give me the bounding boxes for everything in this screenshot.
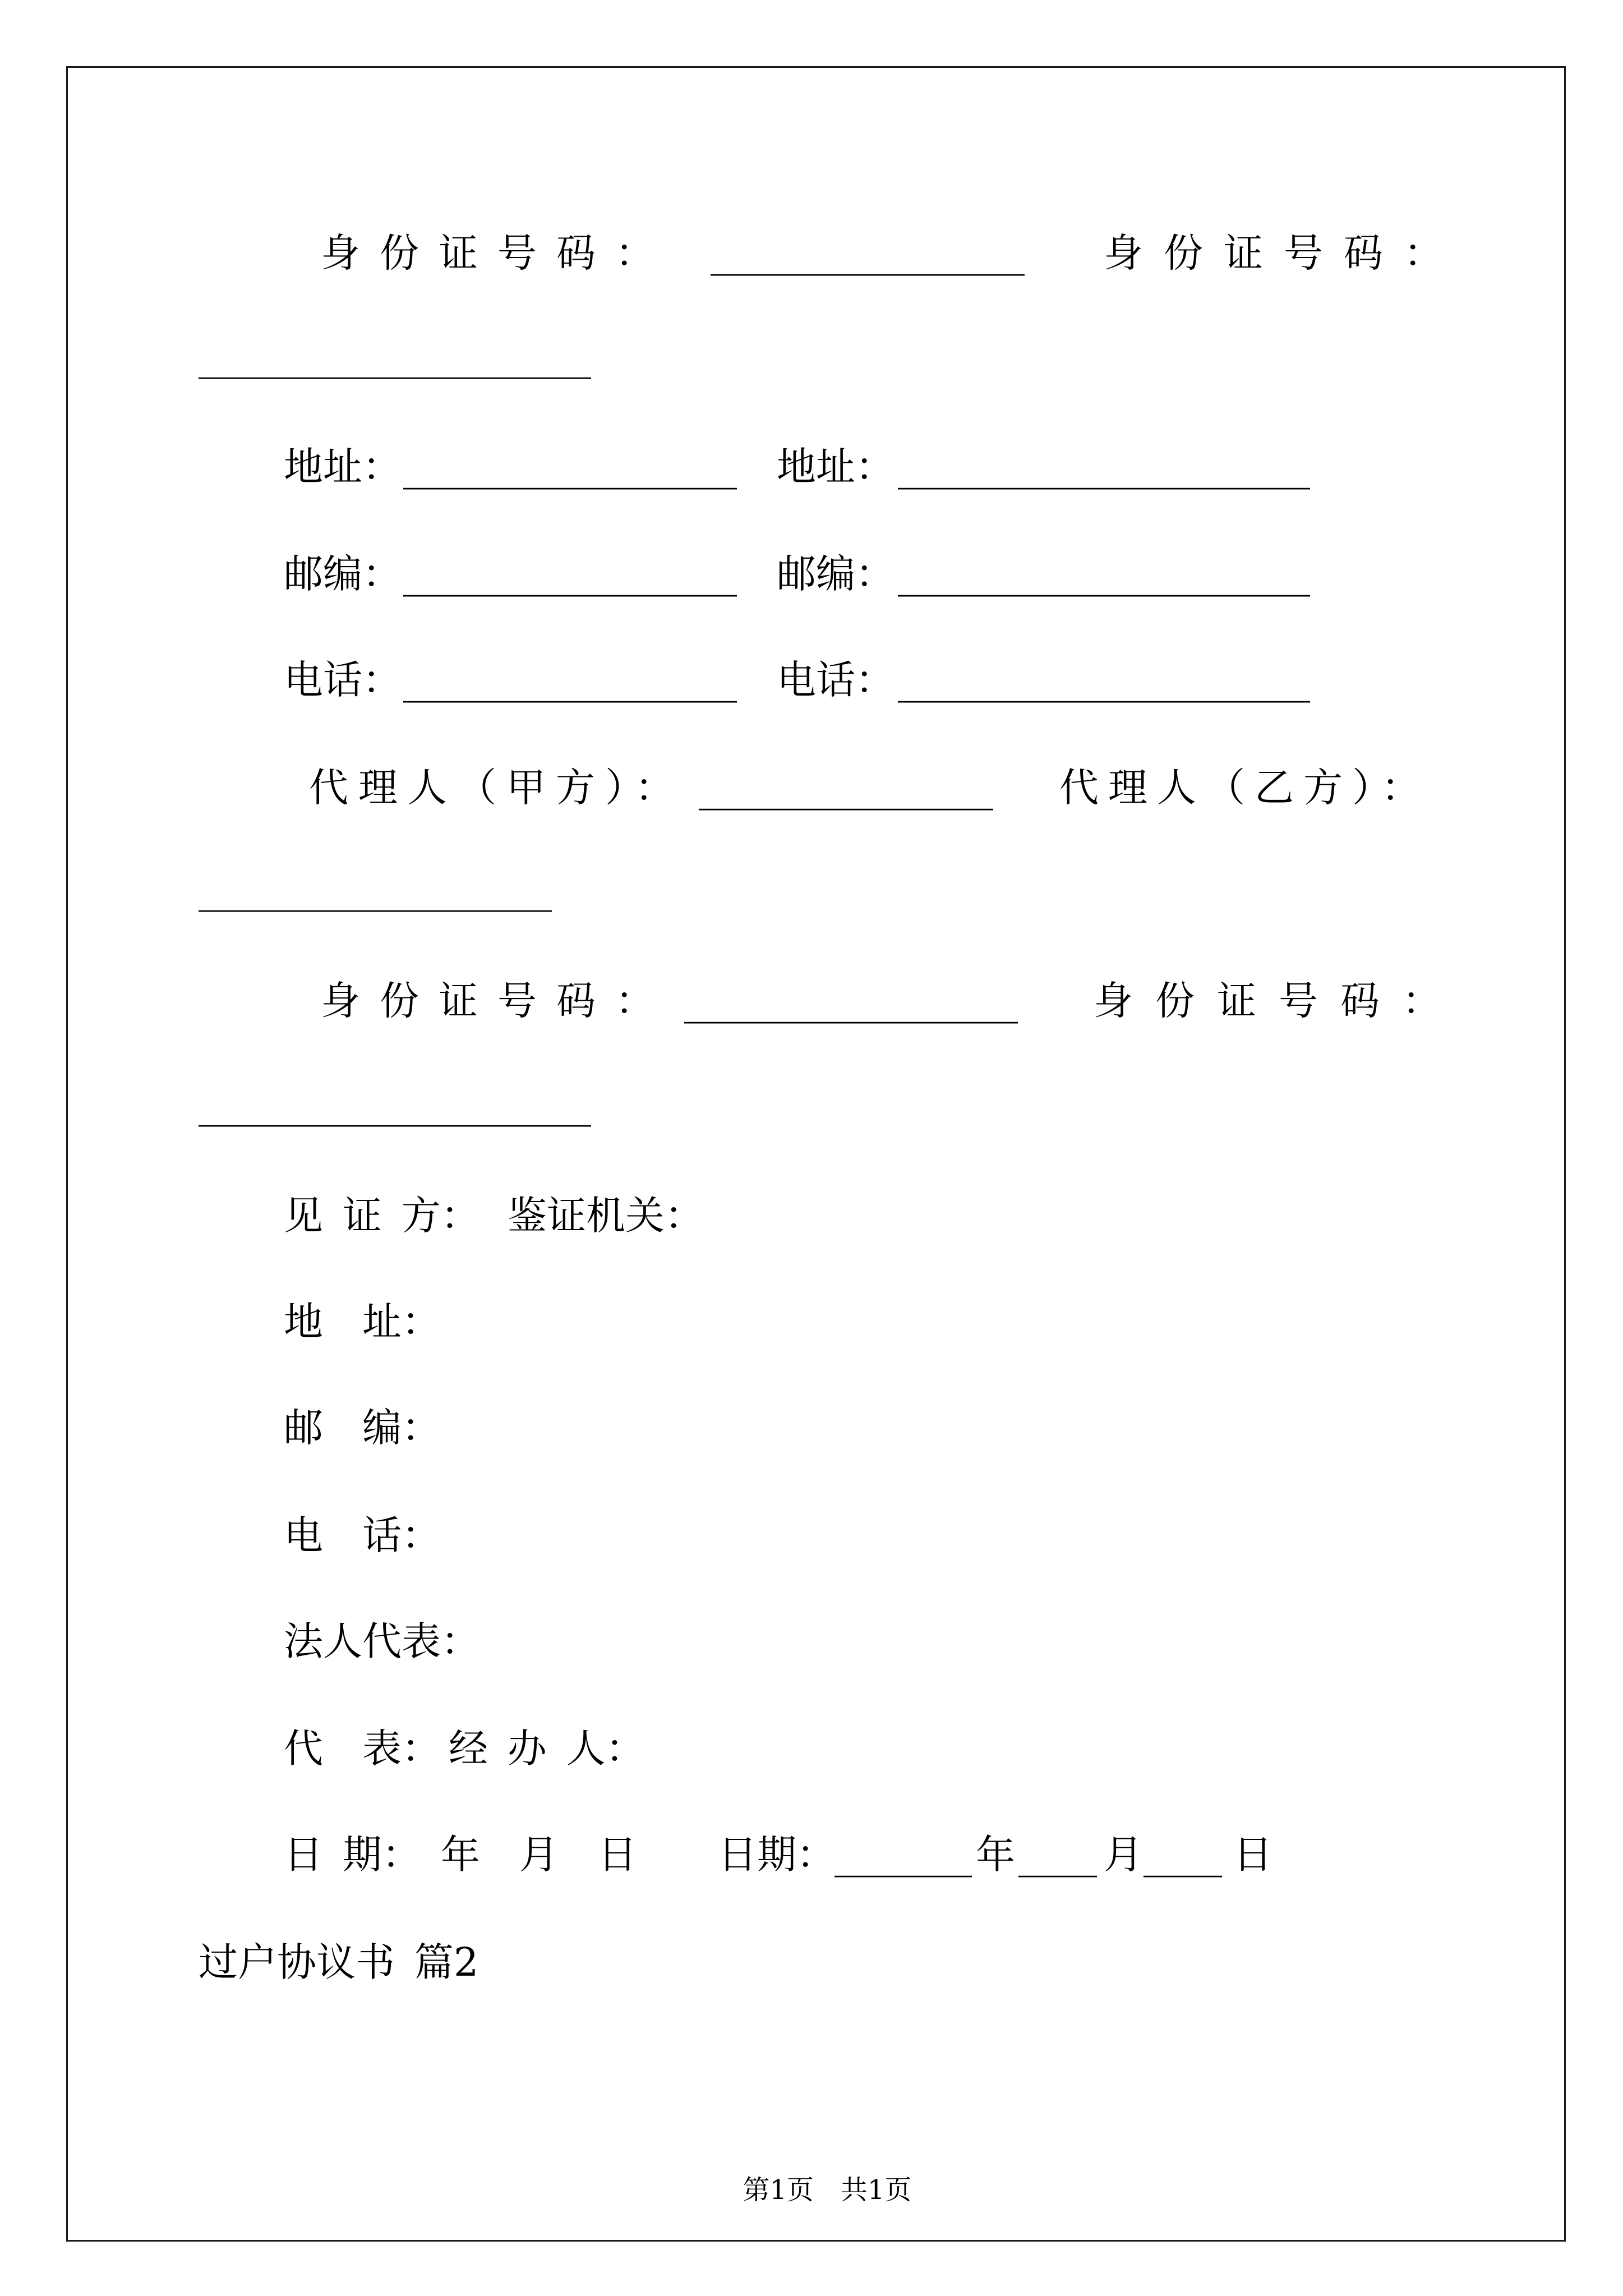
witness-postcode-row bbox=[0, 1400, 1623, 1456]
party-a-address-label: 地址： bbox=[284, 444, 402, 490]
party-b-id-blank: ____________________ bbox=[199, 333, 591, 379]
handler-label: 经 办 人： bbox=[449, 1726, 645, 1772]
legal-rep-label: 法人代表： bbox=[284, 1618, 480, 1664]
witness-address-row bbox=[0, 1294, 1623, 1350]
authority-label: 鉴证机关： bbox=[508, 1193, 704, 1239]
date-day-unit: 日 bbox=[1233, 1832, 1272, 1878]
party-b-postcode-label: 邮编： bbox=[777, 551, 895, 597]
party-b-address-blank: _____________________ bbox=[898, 444, 1310, 490]
agent-row-continued bbox=[0, 861, 1623, 917]
witness-postcode-label: 邮 编： bbox=[284, 1405, 441, 1451]
party-b-phone-label: 电话： bbox=[777, 657, 895, 703]
party-a-id-label: 身份证号码： bbox=[321, 230, 674, 276]
party-b-address-label: 地址： bbox=[777, 444, 895, 490]
witness-address-label: 地 址： bbox=[284, 1299, 441, 1345]
date-year-unit: 年 bbox=[976, 1832, 1015, 1878]
next-section-row bbox=[0, 1934, 1623, 1990]
date-month-unit: 月 bbox=[1104, 1832, 1143, 1878]
party-a-phone-label: 电话： bbox=[284, 657, 402, 703]
party-b-agent-blank: __________________ bbox=[199, 866, 552, 912]
agent-b-id-blank: ____________________ bbox=[199, 1081, 591, 1127]
party-a-postcode-label: 邮编： bbox=[284, 551, 402, 597]
party-b-postcode-blank: _____________________ bbox=[898, 551, 1310, 597]
date-year-blank: _______ bbox=[834, 1832, 972, 1878]
agent-row bbox=[0, 760, 1623, 816]
agent-b-id-label: 身份证号码： bbox=[1094, 978, 1464, 1024]
page-footer bbox=[0, 2139, 1623, 2206]
party-a-address-blank: _________________ bbox=[403, 444, 737, 490]
date-month-blank: ____ bbox=[1018, 1832, 1097, 1878]
party-a-phone-blank: _________________ bbox=[403, 657, 737, 703]
witness-date-label: 日 期： 年 月 日 bbox=[284, 1832, 637, 1878]
agent-id-row bbox=[0, 973, 1623, 1029]
party-id-row-continued bbox=[0, 328, 1623, 384]
witness-label: 见 证 方： bbox=[284, 1193, 480, 1239]
date-day-blank: ____ bbox=[1144, 1832, 1222, 1878]
postcode-row bbox=[0, 546, 1623, 602]
witness-row bbox=[0, 1188, 1623, 1244]
page-number: 第1页 共1页 bbox=[743, 2174, 912, 2206]
date-row bbox=[0, 1826, 1623, 1883]
page-border bbox=[66, 66, 1566, 2242]
representative-label: 代 表： bbox=[284, 1726, 441, 1772]
agent-a-id-blank: _________________ bbox=[684, 978, 1018, 1024]
party-b-id-label: 身份证号码： bbox=[1104, 230, 1464, 276]
party-id-row bbox=[0, 225, 1623, 281]
legal-rep-row bbox=[0, 1613, 1623, 1669]
party-a-agent-blank: _______________ bbox=[699, 765, 993, 811]
party-b-phone-blank: _____________________ bbox=[898, 657, 1310, 703]
party-a-id-blank: ________________ bbox=[711, 230, 1025, 276]
phone-row bbox=[0, 652, 1623, 708]
party-a-postcode-blank: _________________ bbox=[403, 551, 737, 597]
party-date-label: 日期： bbox=[718, 1832, 836, 1878]
next-section-title: 过户协议书 篇2 bbox=[199, 1939, 479, 1985]
witness-phone-row bbox=[0, 1507, 1623, 1563]
agent-a-id-label: 身份证号码： bbox=[321, 978, 674, 1024]
representative-row bbox=[0, 1720, 1623, 1777]
party-b-agent-label: 代理人（乙方）： bbox=[1059, 765, 1430, 811]
witness-phone-label: 电 话： bbox=[284, 1512, 441, 1558]
address-row bbox=[0, 439, 1623, 495]
party-a-agent-label: 代理人（甲方）： bbox=[309, 765, 684, 811]
agent-id-row-continued bbox=[0, 1076, 1623, 1132]
